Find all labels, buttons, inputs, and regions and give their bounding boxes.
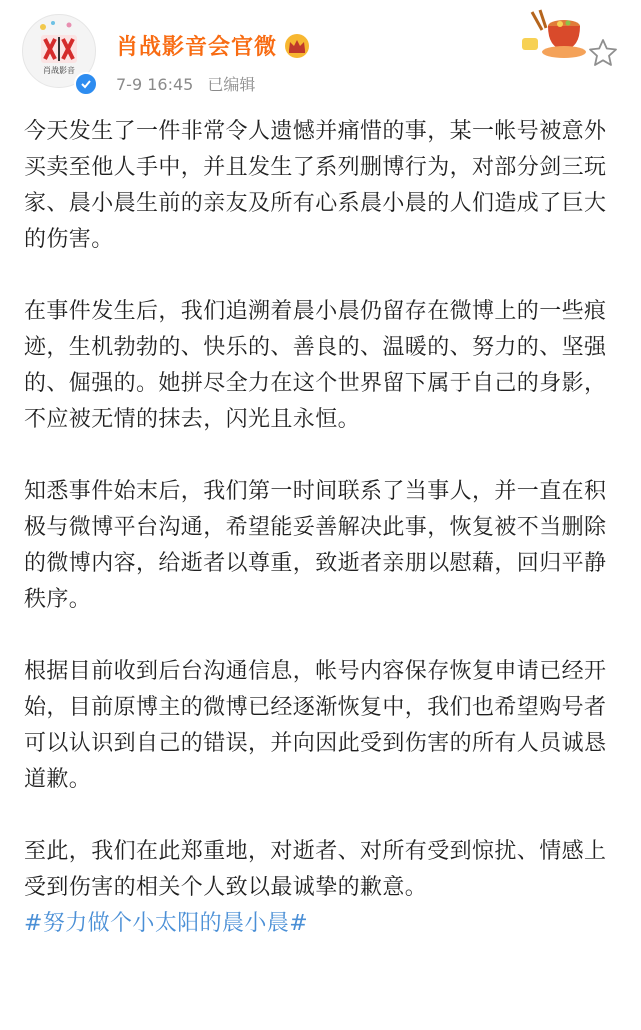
post-paragraph: 今天发生了一件非常令人遗憾并痛惜的事，某一帐号被意外买卖至他人手中，并且发生了系列删博行为，对部分剑三玩家、晨小晨生前的亲友及所有心系晨小晨的人们造成了巨大的伤害。 (24, 119, 607, 252)
post-paragraph: 至此，我们在此郑重地，对逝者、对所有受到惊扰、情感上受到伤害的相关个人致以最诚挚的歉意。 (24, 839, 607, 900)
author-name[interactable]: 肖战影音会官微 (116, 35, 278, 60)
star-outline-icon[interactable] (588, 38, 618, 68)
avatar-caption: 肖战影音 (43, 66, 75, 75)
hashtag-link[interactable]: #努力做个小太阳的晨小晨# (24, 911, 309, 936)
post-header (0, 0, 641, 110)
edited-label[interactable]: 已编辑 (207, 75, 256, 94)
post-meta (116, 72, 255, 95)
post-paragraph: 知悉事件始末后，我们第一时间联系了当事人，并一直在积极与微博平台沟通，希望能妥善解决此事，恢复被不当删除的微博内容，给逝者以尊重，致逝者亲朋以慰藉，回归平静秩序。 (24, 479, 607, 612)
verified-badge-icon (74, 72, 98, 96)
post-paragraph: 根据目前收到后台沟通信息，帐号内容保存恢复申请已经开始，目前原博主的微博已经逐渐恢复中，我们也希望购号者可以认识到自己的错误，并向因此受到伤害的所有人员诚恳道歉。 (24, 659, 607, 792)
vip-crown-icon[interactable] (283, 33, 311, 59)
hotpot-decoration-icon (518, 8, 590, 64)
post-paragraph: 在事件发生后，我们追溯着晨小晨仍留存在微博上的一些痕迹，生机勃勃的、快乐的、善良的、温暖的、努力的、坚强的、倔强的。她拼尽全力在这个世界留下属于自己的身影，不应被无情的抹去，闪光且永恒。 (24, 299, 607, 432)
post-timestamp: 7-9 16:45 (116, 75, 194, 94)
post-body (24, 114, 620, 942)
author-row (116, 30, 311, 61)
